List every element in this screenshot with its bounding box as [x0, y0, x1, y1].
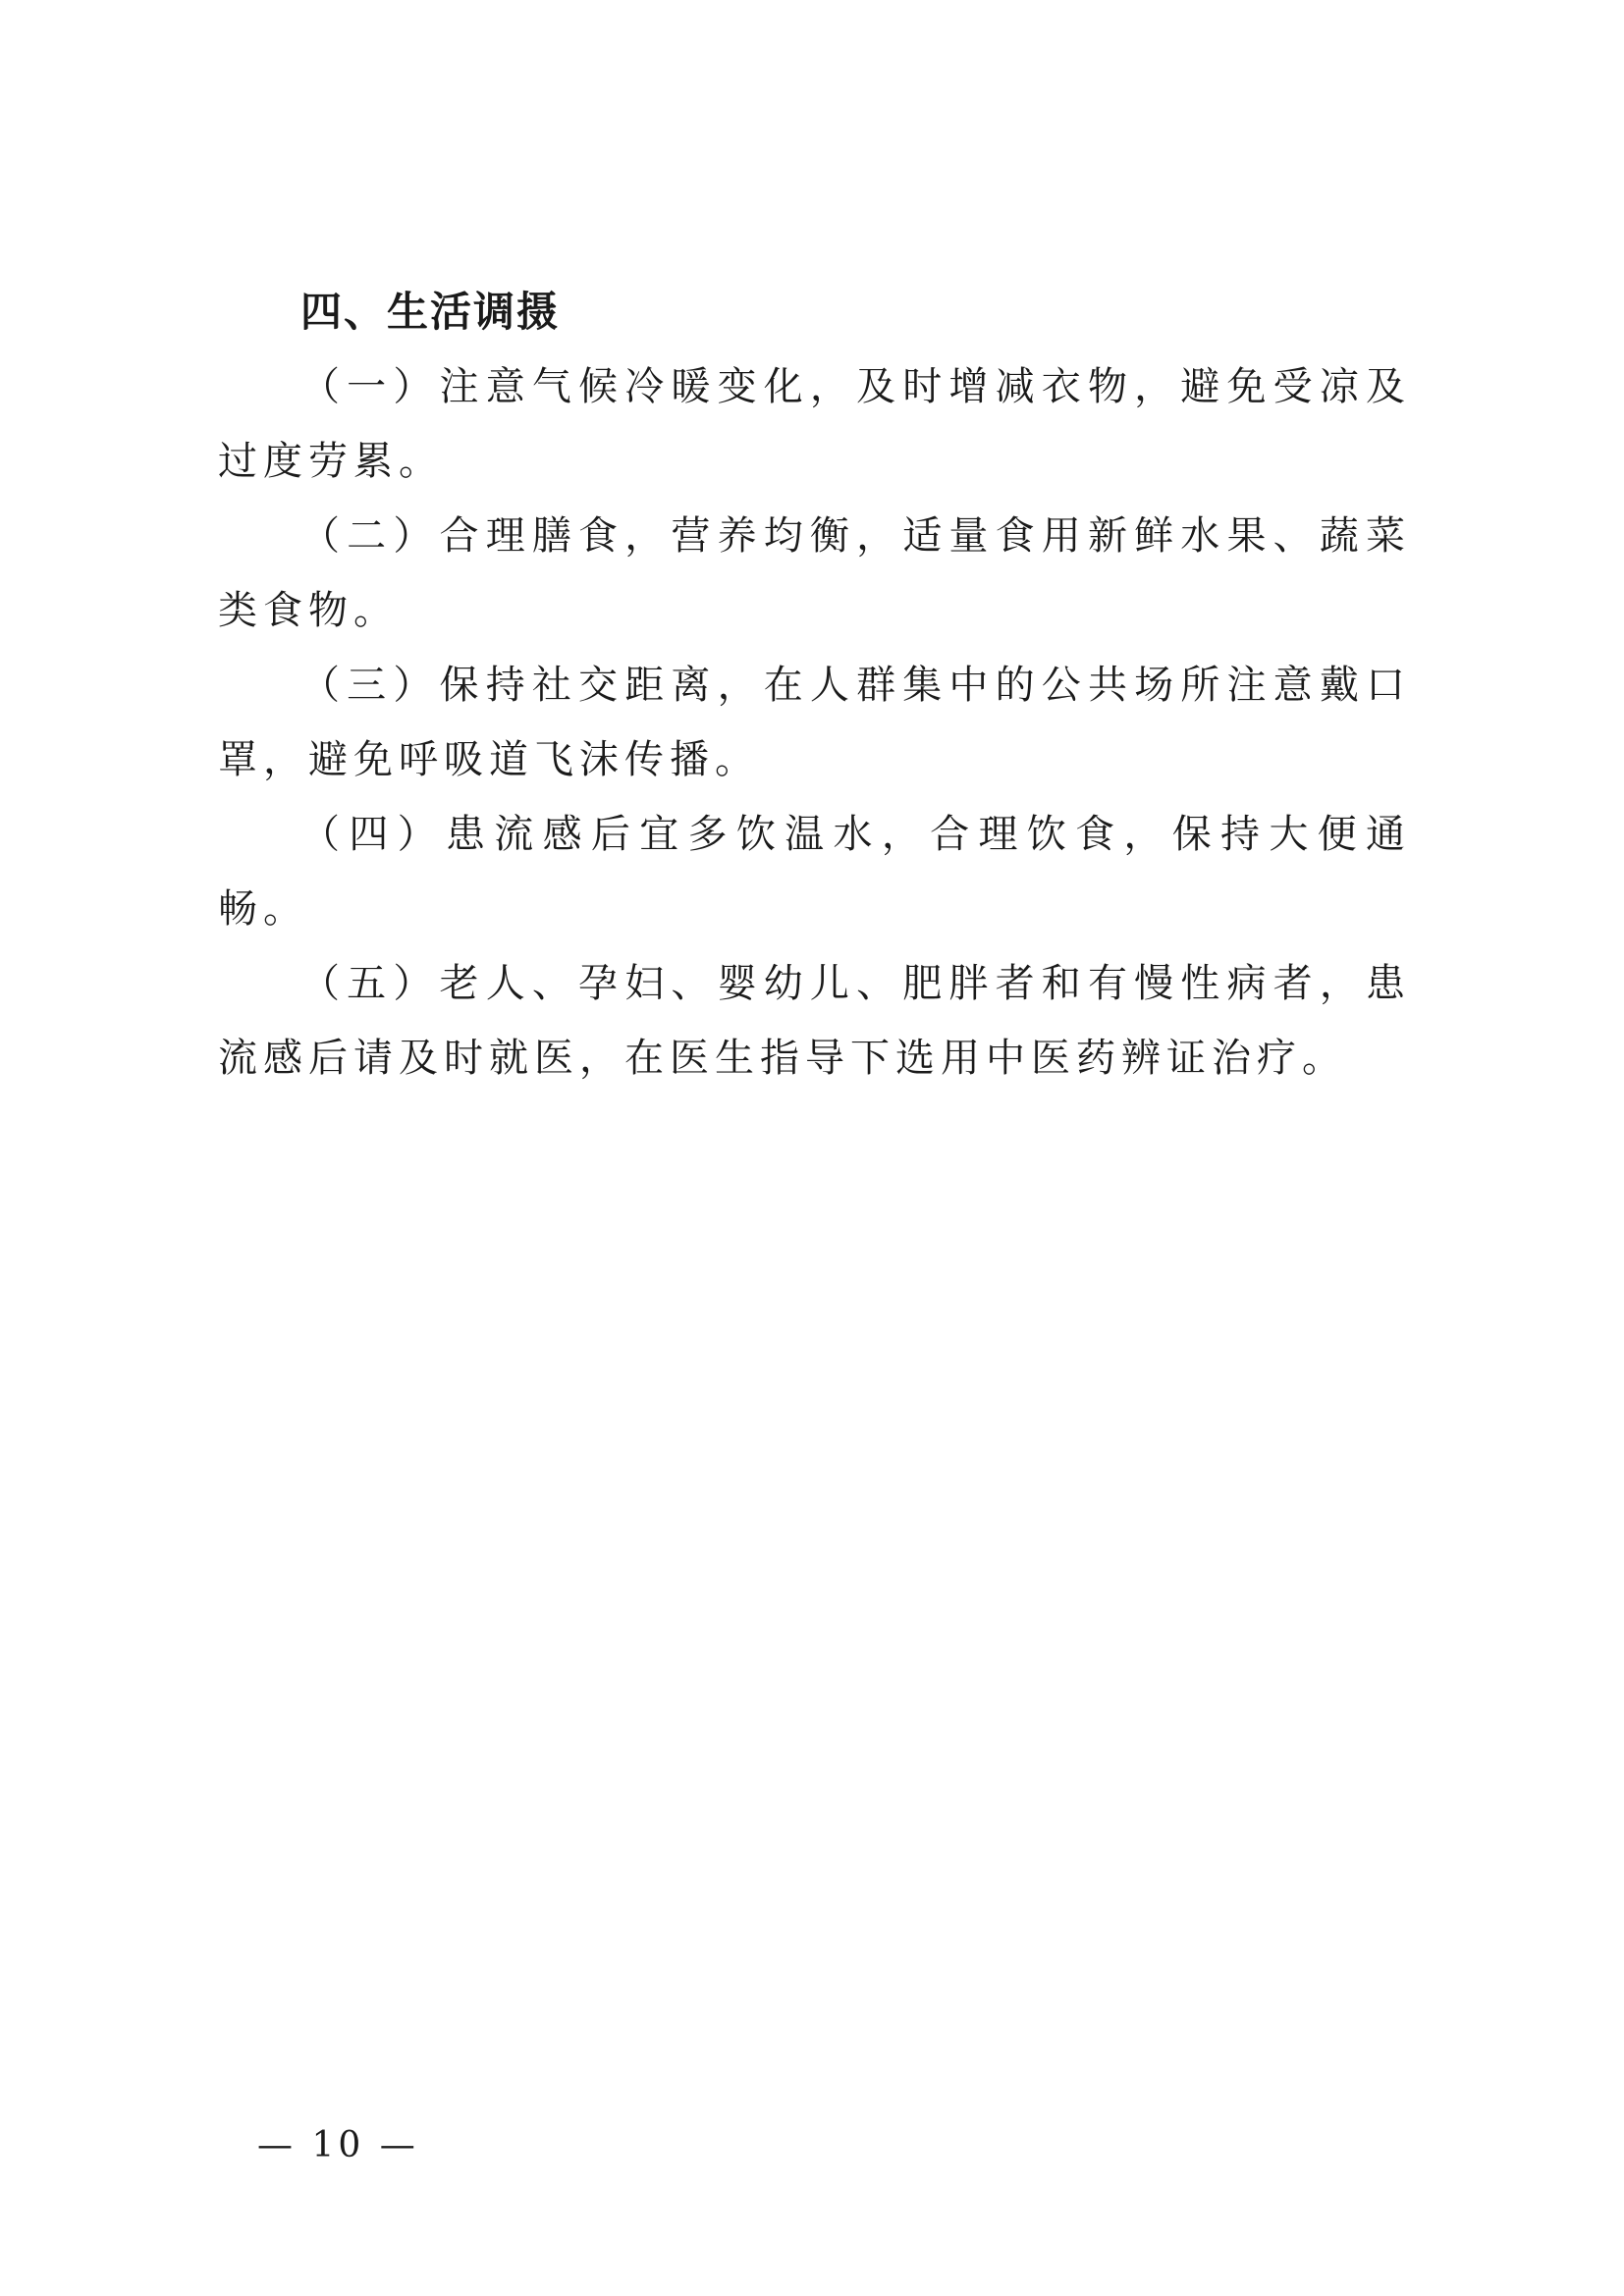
document-body [218, 275, 1411, 1095]
paragraph-2: （二）合理膳食，营养均衡，适量食用新鲜水果、蔬菜类食物。 [218, 513, 1411, 633]
paragraph-5: （五）老人、孕妇、婴幼儿、肥胖者和有慢性病者，患流感后请及时就医，在医生指导下选用中医药辨证治疗。 [218, 961, 1411, 1081]
paragraph-3: （三）保持社交距离，在人群集中的公共场所注意戴口罩，避免呼吸道飞沫传播。 [218, 663, 1411, 782]
paragraph-4: （四）患流感后宜多饮温水，合理饮食，保持大便通畅。 [218, 812, 1411, 932]
section-heading: 四、生活调摄 [300, 288, 561, 336]
page-number: — 10 — [257, 2125, 419, 2165]
paragraph-1: （一）注意气候冷暖变化，及时增减衣物，避免受凉及过度劳累。 [218, 364, 1411, 484]
